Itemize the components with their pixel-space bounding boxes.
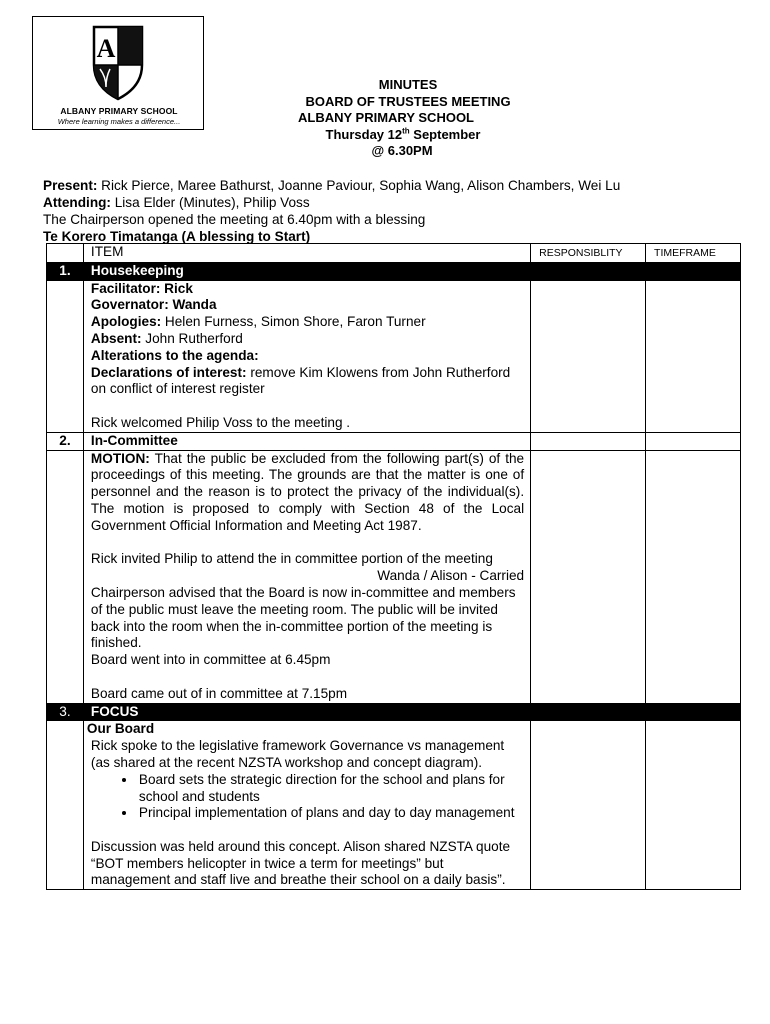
our-board-heading: Our Board — [86, 721, 155, 737]
school-logo — [32, 16, 204, 130]
minutes-table — [46, 243, 741, 890]
welcome-note: Rick welcomed Philip Voss to the meeting . — [90, 414, 351, 430]
section-body-focus — [47, 721, 741, 890]
header-item: ITEM — [83, 244, 530, 263]
opening-line: The Chairperson opened the meeting at 6.40pm with a blessing — [43, 212, 426, 227]
list-item: • Principal implementation of plans and day to day management — [137, 805, 524, 822]
focus-intro: Rick spoke to the legislative framework Governance vs management (as shared at the recent NZSTA workshop and concept diagram). — [90, 738, 505, 770]
facilitator: Facilitator: Rick — [90, 280, 193, 296]
section-header-housekeeping — [47, 262, 741, 280]
school-name: ALBANY PRIMARY SCHOOL — [60, 106, 178, 116]
went-in-note: Board went into in committee at 6.45pm — [90, 652, 331, 668]
advised-note: Chairperson advised that the Board is now in-committee and members of the public must leave the meeting room. The public will be invited back into the room when the in-committee portion of the meeting is finished. — [90, 584, 516, 651]
motion: MOTION: That the public be excluded from the following part(s) of the proceedings of this meeting. The grounds are that the matter is one of personnel and the reason is to protect the privacy of the individual(s). The motion is proposed to comply with Section 48 of the Local Government Official Information and Meeting Act 1987. — [90, 450, 525, 533]
focus-bullet-list — [91, 772, 524, 822]
invite-note: Rick invited Philip to attend the in committee portion of the meeting — [90, 551, 493, 567]
discussion-note: Discussion was held around this concept. Alison shared NZSTA quote “BOT members helicopter in twice a term for meetings” but management and staff live and breathe their school on a daily basis”. — [90, 838, 511, 888]
governator: Governator: Wanda — [90, 297, 217, 313]
absent: Absent: John Rutherford — [90, 330, 243, 346]
list-item: • Board sets the strategic direction for the school and plans for school and students — [137, 772, 524, 806]
meeting-details — [43, 177, 743, 245]
school-tagline: Where learning makes a difference... — [57, 117, 181, 126]
section-title: Housekeeping — [83, 262, 530, 280]
header-timeframe: TIMEFRAME — [646, 244, 741, 263]
document-title — [270, 77, 546, 160]
section-number: 2. — [47, 432, 84, 450]
section-header-in-committee — [47, 432, 741, 450]
table-header-row — [47, 244, 741, 263]
alterations: Alterations to the agenda: — [90, 347, 259, 363]
carried-note: Wanda / Alison - Carried — [377, 568, 525, 584]
header-responsibility: RESPONSIBLITY — [531, 244, 646, 263]
section-body-housekeeping — [47, 280, 741, 432]
svg-text:A: A — [96, 34, 116, 63]
section-number: 1. — [47, 262, 84, 280]
school-crest-icon — [92, 25, 144, 101]
apologies: Apologies: Helen Furness, Simon Shore, Faron Turner — [90, 314, 426, 330]
blessing-line: Te Korero Timatanga (A blessing to Start) — [43, 229, 311, 244]
section-body-in-committee — [47, 450, 741, 703]
title-line-1: MINUTES — [378, 77, 438, 92]
section-header-focus — [47, 703, 741, 721]
section-title: In-Committee — [83, 432, 530, 450]
title-line-5: @ 6.30PM — [371, 143, 433, 159]
present-line: Present: Rick Pierce, Maree Bathurst, Joanne Paviour, Sophia Wang, Alison Chambers, Wei Lu — [43, 178, 621, 193]
attending-line: Attending: Lisa Elder (Minutes), Philip Voss — [43, 195, 310, 210]
title-line-2: BOARD OF TRUSTEES MEETING — [305, 93, 511, 109]
came-out-note: Board came out of in committee at 7.15pm — [90, 685, 348, 701]
title-line-3: ALBANY PRIMARY SCHOOL — [298, 110, 474, 126]
title-line-4: Thursday 12th September — [325, 126, 481, 142]
section-title: FOCUS — [83, 703, 530, 721]
section-number: 3. — [47, 703, 84, 721]
declarations: Declarations of interest: remove Kim Klowens from John Rutherford on conflict of interest register — [90, 364, 511, 397]
